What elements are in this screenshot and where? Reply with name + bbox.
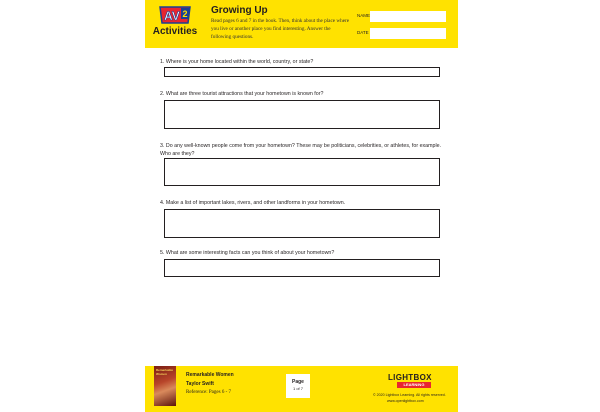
website-link[interactable]: www.openlightbox.com [387, 399, 424, 403]
question-5-answer[interactable] [164, 259, 440, 277]
series-title: Remarkable Women [186, 372, 234, 378]
book-cover-image: Remarkable Women [154, 366, 176, 406]
question-4-label: 4. Make a list of important lakes, rivers, and other landforms in your hometown. [160, 200, 346, 206]
page-number: 1 of 7 [292, 386, 303, 391]
page-indicator [286, 374, 310, 398]
name-field[interactable] [370, 11, 446, 22]
book-title: Taylor Swift [186, 381, 214, 387]
logo-activities-label: Activities [152, 26, 198, 37]
page-reference: Reference: Pages 6 - 7 [186, 390, 231, 395]
question-4-answer[interactable] [164, 209, 440, 238]
question-2-answer[interactable] [164, 100, 440, 129]
date-label: DATE [357, 30, 369, 35]
page-label: Page [292, 379, 304, 385]
copyright-text: © 2020 Lightbox Learning. All rights reserved. [373, 393, 446, 397]
question-3-answer[interactable] [164, 158, 440, 186]
instructions-text: Read pages 6 and 7 in the book. Then, think about the place where you live or another place you find interesting. Answer the following questions. [211, 18, 350, 40]
worksheet-page [145, 0, 458, 412]
date-field[interactable] [370, 28, 446, 39]
worksheet-footer [145, 366, 458, 412]
av2-logo [152, 6, 198, 44]
name-label: NAME [357, 13, 371, 18]
lightbox-learning-tag: LEARNING [397, 382, 431, 388]
question-1-label: 1. Where is your home located within the world, country, or state? [160, 59, 314, 65]
question-3-label: 3. Do any well-known people come from your hometown? These may be politicians, celebrities, or athletes, for example. Who are they? [160, 143, 442, 157]
question-5-label: 5. What are some interesting facts can you think of about your hometown? [160, 250, 335, 256]
question-1-answer[interactable] [164, 67, 440, 77]
svg-text:2: 2 [182, 9, 188, 19]
lightbox-logo: LIGHTBOX [388, 373, 432, 382]
page-title: Growing Up [211, 5, 268, 16]
svg-text:AV: AV [164, 9, 180, 23]
worksheet-header [145, 0, 458, 48]
question-2-label: 2. What are three tourist attractions that your hometown is known for? [160, 91, 324, 97]
av2-logo-icon [158, 6, 192, 26]
